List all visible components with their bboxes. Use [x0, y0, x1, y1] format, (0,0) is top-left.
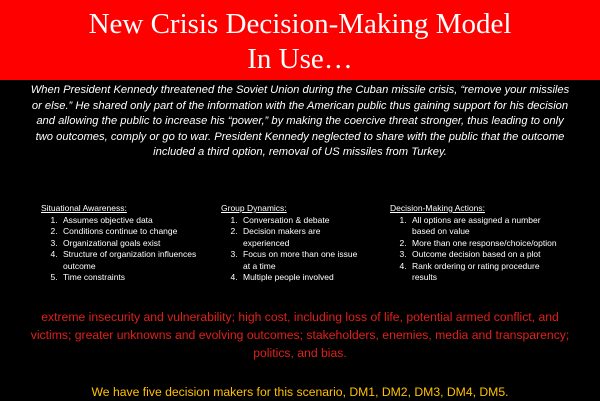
list-item: 3. Focus on more than one issue at a time	[240, 249, 361, 272]
list-item: 5. Time constraints	[60, 272, 206, 284]
group-dynamics-column	[221, 203, 361, 284]
list-item: 4. Structure of organization influences outcome	[60, 249, 206, 272]
list-item: 3. Organizational goals exist	[60, 238, 206, 250]
list-item: 2. Decision makers are experienced	[240, 226, 361, 249]
situational-awareness-list	[41, 215, 206, 284]
column-heading: Group Dynamics:	[221, 203, 287, 213]
list-item: 4. Rank ordering or rating procedure results	[409, 261, 560, 284]
slide-title-line-2: In Use…	[247, 43, 353, 75]
column-heading: Decision-Making Actions:	[390, 203, 485, 213]
list-item: 2. Conditions continue to change	[60, 226, 206, 238]
list-item: 1. All options are assigned a number based on value	[409, 215, 560, 238]
risk-factors-text: extreme insecurity and vulnerability; high cost, including loss of life, potential armed conflict, and victims; greater unknowns and evolving outcomes; stakeholders, enemies, media and transparency; politics, and bias.	[30, 310, 570, 360]
slide-title-line-1: New Crisis Decision-Making Model	[88, 8, 512, 40]
intro-paragraph: When President Kennedy threatened the Soviet Union during the Cuban missile crisis, “remove your missiles or else.” He shared only part of the information with the American public thus gaining support for his decision and allowing the public to increase his “power,” by making the coercive threat stronger, thus leading to only two outcomes, comply or go to war. President Kennedy neglected to share with the public that the outcome included a third option, removal of US missiles from Turkey.	[30, 84, 570, 158]
decision-makers-text: We have five decision makers for this scenario, DM1, DM2, DM3, DM4, DM5.	[91, 385, 509, 399]
title-banner	[0, 0, 600, 80]
list-item: 4. Multiple people involved	[240, 272, 361, 284]
column-heading: Situational Awareness:	[41, 203, 127, 213]
group-dynamics-list	[221, 215, 361, 284]
list-item: 1. Conversation & debate	[240, 215, 361, 227]
list-item: 1. Assumes objective data	[60, 215, 206, 227]
decision-making-actions-column	[390, 203, 560, 284]
list-item: 2. More than one response/choice/option	[409, 238, 560, 250]
decision-making-actions-list	[390, 215, 560, 284]
list-item: 3. Outcome decision based on a plot	[409, 249, 560, 261]
situational-awareness-column	[41, 203, 206, 284]
